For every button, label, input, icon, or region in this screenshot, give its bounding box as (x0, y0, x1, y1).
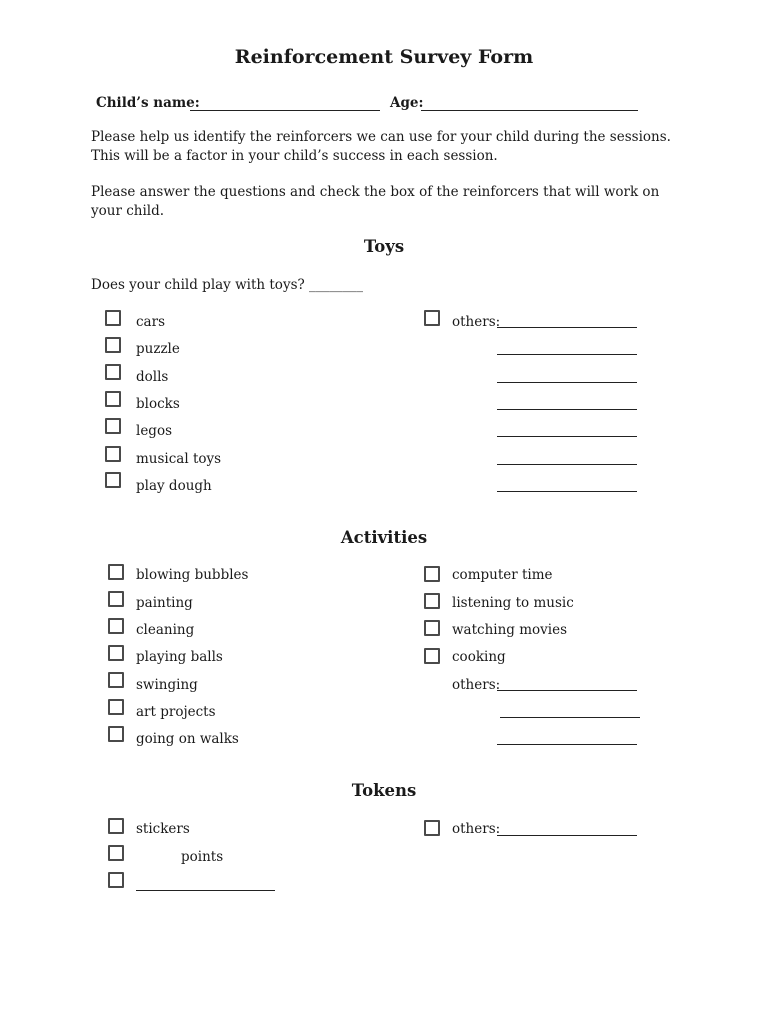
checkbox-dolls[interactable] (105, 364, 121, 380)
checkbox-painting[interactable] (108, 591, 124, 607)
activities-others-line[interactable] (500, 717, 640, 718)
child-name-label: Child’s name: (96, 95, 200, 111)
intro-paragraph-2: Please answer the questions and check the box of the reinforcers that will work on your child. (91, 184, 660, 219)
tokens-others-field[interactable] (497, 835, 637, 836)
activity-item-cleaning: cleaning (136, 622, 195, 638)
checkbox-legos[interactable] (105, 418, 121, 434)
toy-item-blocks: blocks (136, 396, 180, 412)
activities-others-line[interactable] (497, 744, 637, 745)
checkbox-art-projects[interactable] (108, 699, 124, 715)
toys-heading: Toys (363, 237, 405, 256)
toys-others-line[interactable] (497, 409, 637, 410)
checkbox-blowing-bubbles[interactable] (108, 564, 124, 580)
token-item-points: points (181, 849, 224, 865)
checkbox-tokens-others[interactable] (424, 820, 440, 836)
toy-item-play-dough: play dough (136, 478, 212, 494)
activity-item-watching-movies: watching movies (452, 622, 568, 638)
age-field[interactable] (421, 110, 638, 111)
activity-item-playing-balls: playing balls (136, 649, 223, 665)
activity-item-blowing-bubbles: blowing bubbles (136, 567, 249, 583)
checkbox-listening-to-music[interactable] (424, 593, 440, 609)
toys-others-line[interactable] (497, 354, 637, 355)
activity-item-art-projects: art projects (136, 704, 216, 720)
activity-item-listening-to-music: listening to music (452, 595, 574, 611)
toys-others-line[interactable] (497, 436, 637, 437)
checkbox-puzzle[interactable] (105, 337, 121, 353)
checkbox-cleaning[interactable] (108, 618, 124, 634)
checkbox-cooking[interactable] (424, 648, 440, 664)
checkbox-points[interactable] (108, 845, 124, 861)
activities-others-field[interactable] (497, 690, 637, 691)
tokens-heading: Tokens (351, 781, 417, 800)
intro-paragraph-1: Please help us identify the reinforcers we can use for your child during the sessions. This will be a factor in your child’s success in each session. (91, 129, 671, 164)
checkbox-token-blank[interactable] (108, 872, 124, 888)
toy-item-legos: legos (136, 423, 173, 439)
checkbox-watching-movies[interactable] (424, 620, 440, 636)
tokens-others-label: others: (452, 821, 501, 837)
activity-item-swinging: swinging (136, 677, 198, 693)
toys-others-line[interactable] (497, 491, 637, 492)
checkbox-computer-time[interactable] (424, 566, 440, 582)
token-item-stickers: stickers (136, 821, 190, 837)
checkbox-blocks[interactable] (105, 391, 121, 407)
activity-item-going-on-walks: going on walks (136, 731, 239, 747)
toy-item-puzzle: puzzle (136, 341, 180, 357)
toys-others-label: others: (452, 314, 501, 330)
checkbox-musical-toys[interactable] (105, 446, 121, 462)
checkbox-play-dough[interactable] (105, 472, 121, 488)
activities-others-label: others: (452, 677, 501, 693)
child-name-field[interactable] (190, 110, 380, 111)
activity-item-cooking: cooking (452, 649, 506, 665)
toys-others-field[interactable] (497, 327, 637, 328)
toy-item-musical-toys: musical toys (136, 451, 222, 467)
checkbox-going-on-walks[interactable] (108, 726, 124, 742)
toy-item-cars: cars (136, 314, 165, 330)
toys-question: Does your child play with toys? ________ (91, 277, 364, 293)
toy-item-dolls: dolls (136, 369, 169, 385)
checkbox-toys-others[interactable] (424, 310, 440, 326)
checkbox-swinging[interactable] (108, 672, 124, 688)
checkbox-cars[interactable] (105, 310, 121, 326)
age-label: Age: (390, 95, 424, 111)
toys-others-line[interactable] (497, 382, 637, 383)
form-title: Reinforcement Survey Form (234, 46, 534, 68)
activity-item-painting: painting (136, 595, 193, 611)
checkbox-playing-balls[interactable] (108, 645, 124, 661)
checkbox-stickers[interactable] (108, 818, 124, 834)
activities-heading: Activities (340, 528, 428, 547)
activity-item-computer-time: computer time (452, 567, 553, 583)
token-blank-field[interactable] (136, 890, 275, 891)
toys-others-line[interactable] (497, 464, 637, 465)
